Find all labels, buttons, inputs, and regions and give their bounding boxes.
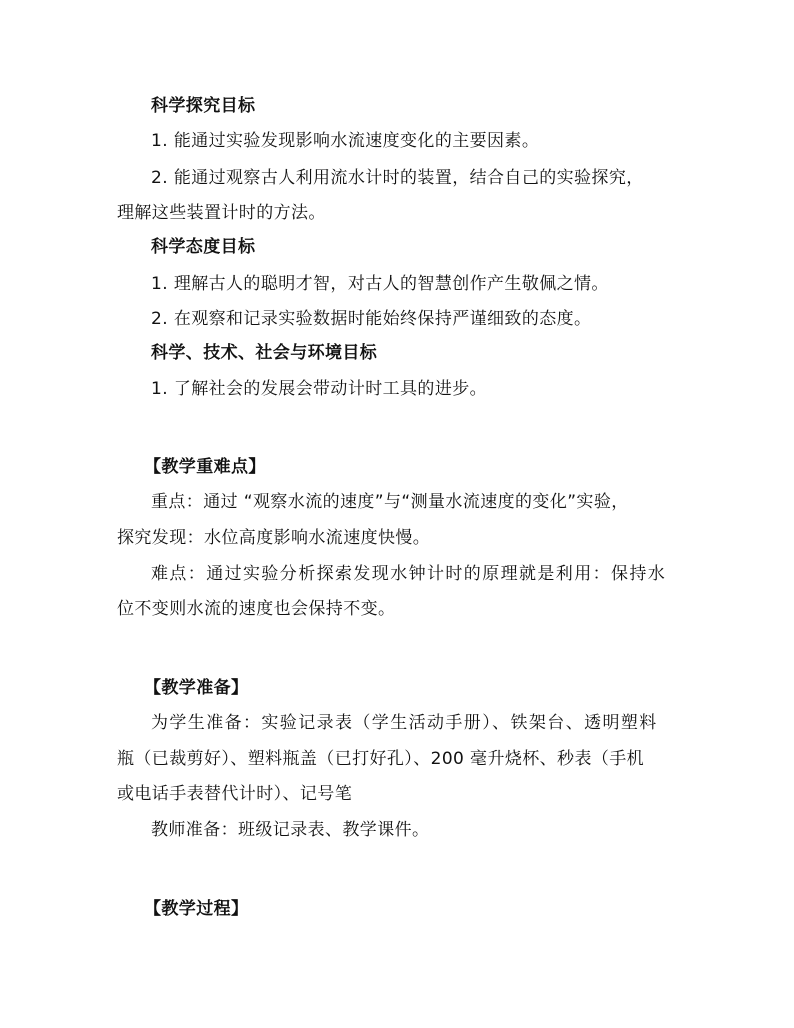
key-points-heading: 【教学重难点】 — [144, 457, 266, 477]
student-preparation-line-2: 瓶（已裁剪好）、塑料瓶盖（已打好孔）、200 毫升烧杯、秒表（手机 — [117, 749, 645, 769]
sts-goal-heading: 科学、技术、社会与环境目标 — [151, 343, 378, 363]
inquiry-goal-item-2-line-1: 2. 能通过观察古人利用流水计时的装置，结合自己的实验探究， — [151, 168, 644, 188]
sts-goal-item-1: 1. 了解社会的发展会带动计时工具的进步。 — [151, 379, 488, 399]
inquiry-goal-item-2-line-2: 理解这些装置计时的方法。 — [117, 203, 326, 223]
preparation-heading: 【教学准备】 — [144, 678, 249, 698]
attitude-goal-heading: 科学态度目标 — [151, 237, 256, 257]
student-preparation-line-1: 为学生准备：实验记录表（学生活动手册）、铁架台、透明塑料 — [151, 713, 658, 733]
inquiry-goal-heading: 科学探究目标 — [151, 96, 256, 116]
key-point-line-2: 探究发现：水位高度影响水流速度快慢。 — [117, 528, 431, 548]
teacher-preparation: 教师准备：班级记录表、教学课件。 — [151, 820, 430, 840]
attitude-goal-item-1: 1. 理解古人的聪明才智，对古人的智慧创作产生敬佩之情。 — [151, 274, 609, 294]
inquiry-goal-item-1: 1. 能通过实验发现影响水流速度变化的主要因素。 — [151, 131, 540, 151]
key-point-line-1: 重点：通过 “观察水流的速度”与“测量水流速度的变化”实验， — [151, 492, 629, 512]
student-preparation-line-3: 或电话手表替代计时）、记号笔 — [117, 784, 353, 804]
attitude-goal-item-2: 2. 在观察和记录实验数据时能始终保持严谨细致的态度。 — [151, 309, 592, 329]
difficult-point-line-1: 难点：通过实验分析探索发现水钟计时的原理就是利用：保持水 — [151, 564, 667, 584]
teaching-process-heading: 【教学过程】 — [144, 899, 249, 919]
difficult-point-line-2: 位不变则水流的速度也会保持不变。 — [117, 599, 396, 619]
